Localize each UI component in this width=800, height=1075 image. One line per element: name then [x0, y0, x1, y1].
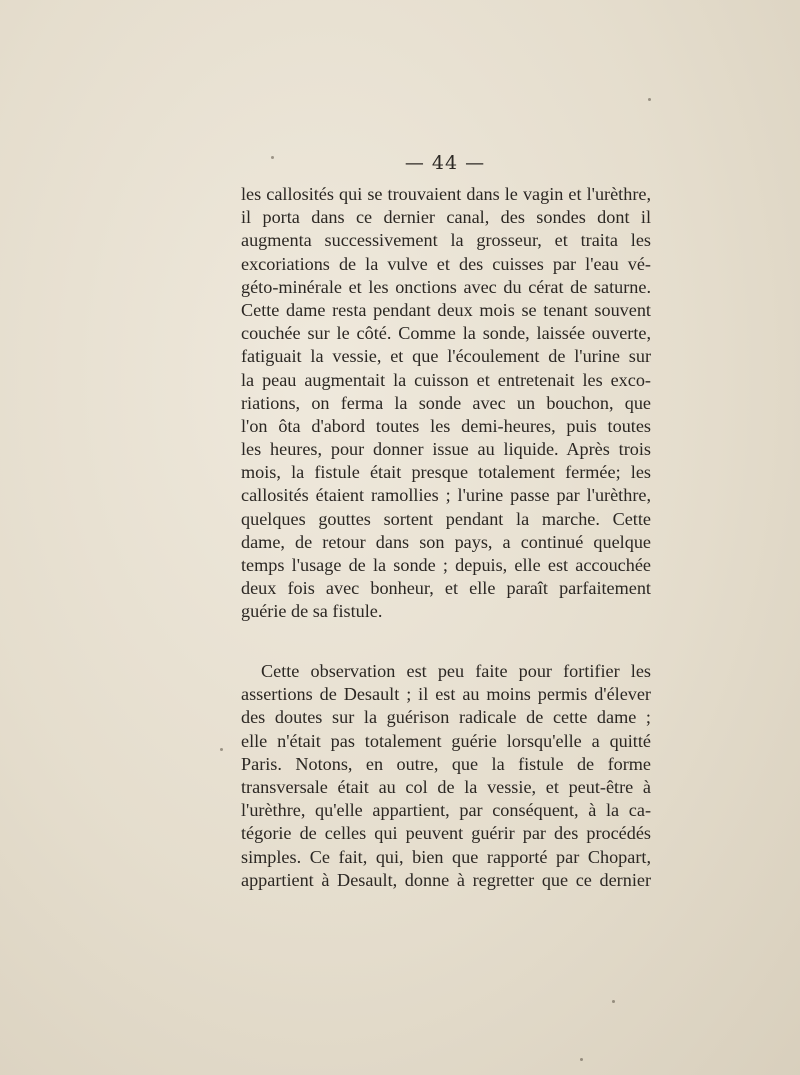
text-line: l'on ôta d'abord toutes les demi-heures, puis toutes [241, 415, 651, 436]
paragraph-2 [241, 660, 651, 892]
text-line: transversale était au col de la vessie, et peut-être à [241, 776, 651, 797]
text-line: assertions de Desault ; il est au moins permis d'élever [241, 684, 651, 705]
text-line: couchée sur le côté. Comme la sonde, laissée ouverte, [241, 323, 651, 344]
text-line: il porta dans ce dernier canal, des sondes dont il [241, 207, 651, 228]
text-line: mois, la fistule était presque totalement fermée; les [241, 462, 651, 483]
paper-speck [612, 1000, 615, 1003]
text-line: callosités étaient ramollies ; l'urine passe par l'urèthre, [241, 485, 651, 506]
text-line: les callosités qui se trouvaient dans le vagin et l'urèthre, [241, 184, 651, 204]
text-line: quelques gouttes sortent pendant la marche. Cette [241, 508, 651, 529]
text-line: Cette dame resta pendant deux mois se tenant souvent [241, 299, 651, 320]
text-line: géto-minérale et les onctions avec du cérat de saturne. [241, 276, 651, 297]
paper-speck [580, 1058, 583, 1061]
text-line: l'urèthre, qu'elle appartient, par conséquent, à la ca- [241, 800, 651, 821]
text-line: guérie de sa fistule. [241, 601, 383, 622]
text-line: la peau augmentait la cuisson et entretenait les exco- [241, 369, 651, 390]
paper-speck [271, 156, 274, 159]
text-line: riations, on ferma la sonde avec un bouchon, que [241, 392, 651, 413]
text-line: appartient à Desault, donne à regretter que ce dernier [241, 869, 651, 890]
text-line: augmenta successivement la grosseur, et traita les [241, 230, 651, 251]
text-line: dame, de retour dans son pays, a continué quelque [241, 531, 651, 552]
text-line: elle n'était pas totalement guérie lorsqu'elle a quitté [241, 730, 651, 751]
text-line: les heures, pour donner issue au liquide. Après trois [241, 439, 651, 460]
text-line: des doutes sur la guérison radicale de cette dame ; [241, 707, 651, 728]
text-line: tégorie de celles qui peuvent guérir par des procédés [241, 823, 651, 844]
text-line: temps l'usage de la sonde ; depuis, elle est accouchée [241, 555, 651, 575]
text-line: excoriations de la vulve et des cuisses par l'eau vé- [241, 253, 651, 274]
text-line: Cette observation est peu faite pour fortifier les [261, 661, 651, 681]
paper-speck [220, 748, 223, 751]
paragraph-1 [241, 183, 651, 624]
text-line: simples. Ce fait, qui, bien que rapporté par Chopart, [241, 846, 651, 867]
text-line: deux fois avec bonheur, et elle paraît parfaitement [241, 578, 651, 599]
paper-speck [648, 98, 651, 101]
page-number: — 44 — [404, 152, 486, 174]
text-line: fatiguait la vessie, et que l'écoulement de l'urine sur [241, 346, 651, 367]
text-line: Paris. Notons, en outre, que la fistule de forme [241, 753, 651, 774]
